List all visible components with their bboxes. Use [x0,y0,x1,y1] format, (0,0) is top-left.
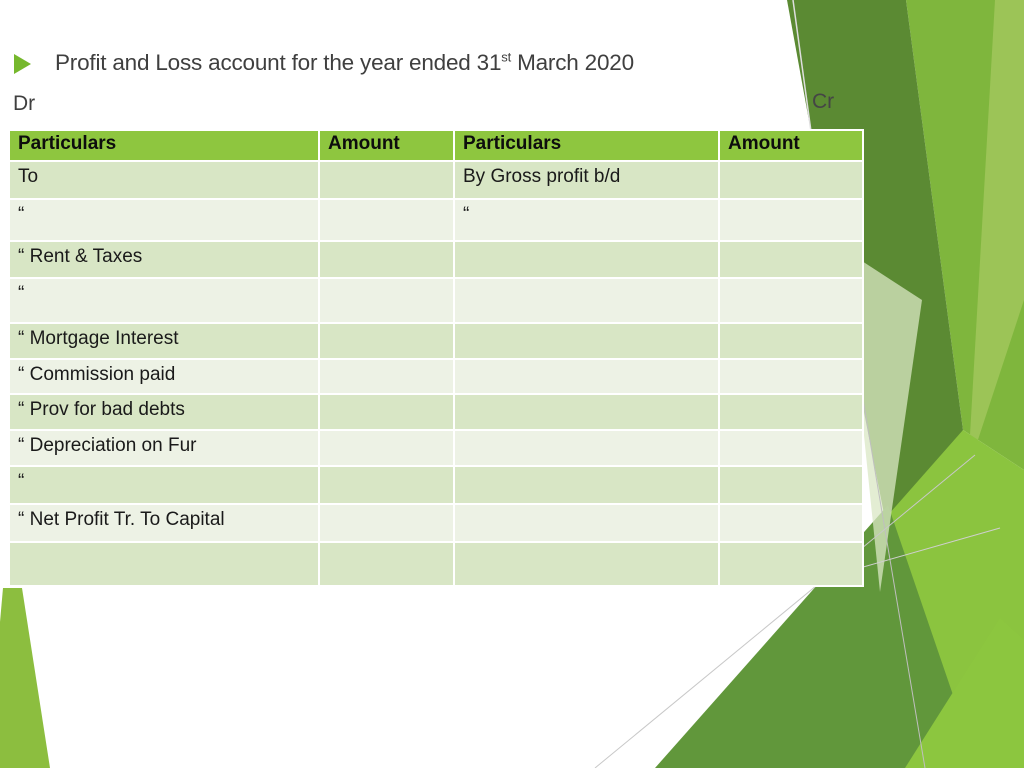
table-cell [454,278,719,323]
slide-title-row [14,50,634,76]
table-row [9,542,863,586]
table-cell [319,466,454,504]
table-cell [719,394,863,430]
table-cell [454,542,719,586]
table-cell [454,323,719,359]
column-header-amount-dr: Amount [319,130,454,161]
table-cell [319,241,454,278]
table-cell [319,542,454,586]
table-cell [719,359,863,394]
table-cell: “ [454,199,719,241]
table-cell [454,241,719,278]
column-header-amount-cr: Amount [719,130,863,161]
table-cell [719,278,863,323]
table-cell: “ Depreciation on Fur [9,430,319,466]
facet-bottom-left-wedge [0,588,50,768]
profit-loss-table [8,129,864,587]
table-cell [454,430,719,466]
table-cell [719,504,863,542]
table-cell [454,466,719,504]
table-cell [319,199,454,241]
header-row [9,130,863,161]
table-row [9,323,863,359]
table-cell: “ [9,466,319,504]
table-row [9,278,863,323]
table-cell [719,430,863,466]
table-cell: “ [9,199,319,241]
table-cell: “ Net Profit Tr. To Capital [9,504,319,542]
table-row [9,241,863,278]
table-row [9,161,863,199]
table-cell [454,394,719,430]
column-header-particulars-dr: Particulars [9,130,319,161]
table-cell [454,504,719,542]
title-suffix: March 2020 [511,50,634,75]
table-cell: “ Prov for bad debts [9,394,319,430]
table-cell: “ Commission paid [9,359,319,394]
title-prefix: Profit and Loss account for the year ended 31 [55,50,502,75]
table-row [9,199,863,241]
table-cell [719,241,863,278]
profit-loss-table-container [8,129,864,587]
table-row [9,504,863,542]
table-row [9,430,863,466]
table-cell [319,278,454,323]
table-cell: “ [9,278,319,323]
table-row [9,394,863,430]
table-cell [454,359,719,394]
debit-label: Dr [13,92,36,115]
column-header-particulars-cr: Particulars [454,130,719,161]
table-cell [719,161,863,199]
table-cell [719,542,863,586]
table-cell [719,199,863,241]
table-cell [319,323,454,359]
table-cell [319,394,454,430]
table-row [9,466,863,504]
table-cell [319,359,454,394]
credit-label: Cr [812,90,835,113]
table-cell [319,430,454,466]
table-cell [719,323,863,359]
table-cell: By Gross profit b/d [454,161,719,199]
table-cell [9,542,319,586]
table-cell [319,504,454,542]
table-cell [719,466,863,504]
triangle-right-icon [14,54,31,74]
slide-title [55,50,634,76]
table-cell: “ Rent & Taxes [9,241,319,278]
title-superscript: st [501,49,512,65]
table-cell [319,161,454,199]
table-cell: To [9,161,319,199]
table-row [9,359,863,394]
table-cell: “ Mortgage Interest [9,323,319,359]
